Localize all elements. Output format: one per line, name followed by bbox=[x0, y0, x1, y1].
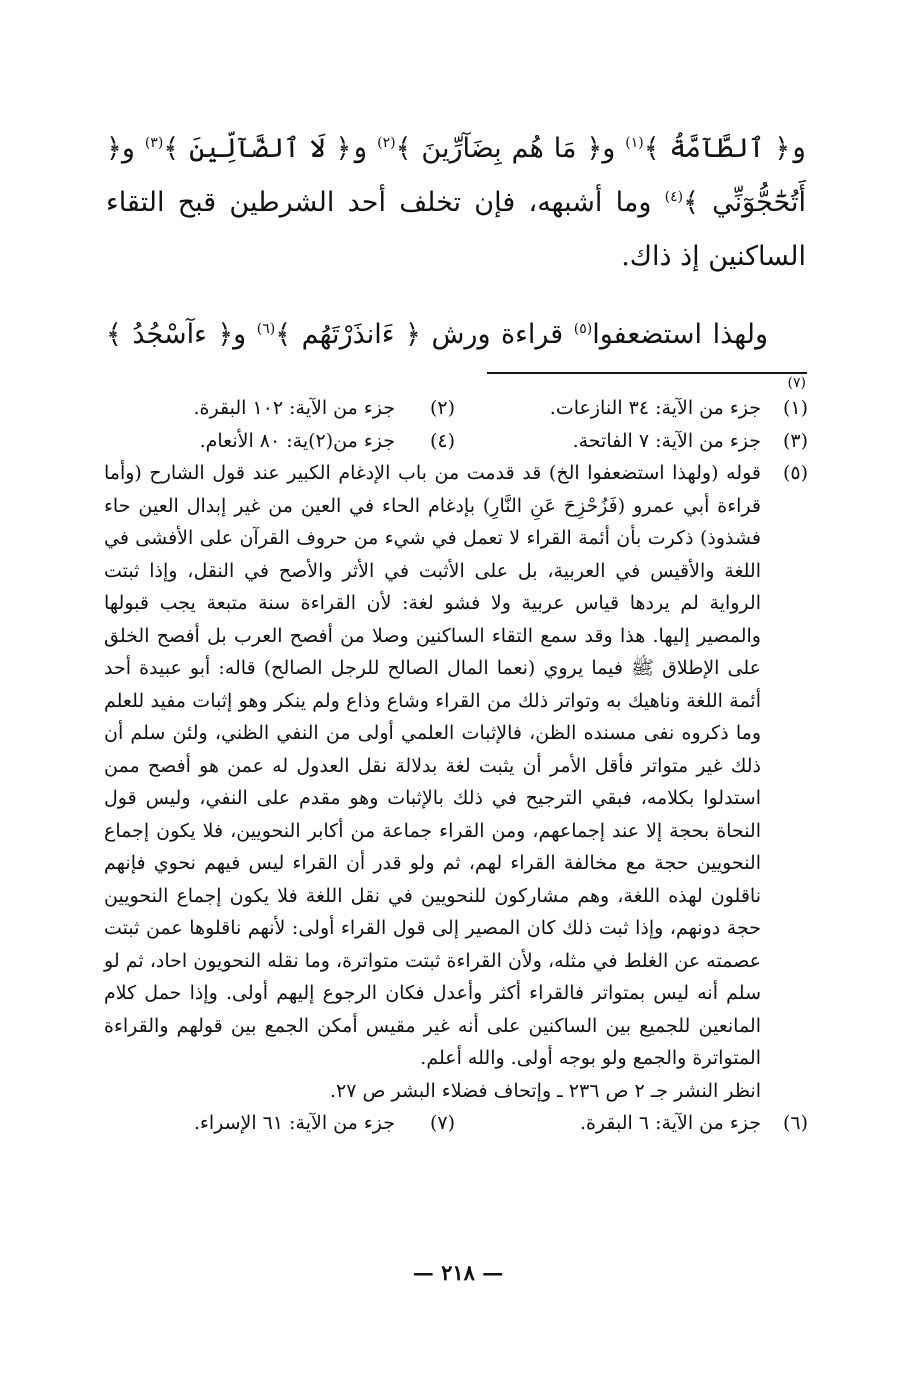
page-number: — ٢١٨ — bbox=[412, 1260, 504, 1285]
footnote-ref: (٧) bbox=[787, 375, 806, 391]
footnote-text: قوله (ولهذا استضعفوا الخ) قد قدمت من باب الإدغام الكبير عند قول الشارح (وأما قراءة أبي عمرو (فَزُحْزِحَ عَنِ النَّارِ) بإدغام الحاء في العين من غير إبدال العين حاء فشذوذ) ذكرت بأن أئمة القراء لا تعمل في شيء من حروف القرآن على الأفشى في اللغة والأقيس في العربية، بل على الأثبت في الأثر والأصح في النقل، وإذا ثبتت الرواية لم يردها قياس عربية ولا فشو لغة: لأن القراءة سنة متبعة يجب قبولها والمصير إليها. هذا وقد سمع التقاء الساكنين وصلا من أفصح العرب بل أفصح الخلق على الإطلاق ﷺ فيما يروي (نعما المال الصالح للرجل الصالح) قاله: أبو عبيدة أحد أئمة اللغة وناهيك به وتواتر ذلك من القراء وشاع وذاع ولم ينكر وهو إثبات مفيد للعلم وما ذكروه نفى مسنده الظن، فالإثبات العلمي أولى من النفي الظني، ولئن سلم أن ذلك غير متواتر فأقل الأمر أن يثبت لغة بدلالة نقل العدول له عمن هو أفصح ممن استدلوا بكلامه، فبقي الترجيح في ذلك بالإثبات وهو مقدم على النفي، وليس قول النحاة بحجة إلا عند إجماعهم، ومن القراء جماعة من أكابر النحويين، فلا يكون إجماع النحويين حجة مع مخالفة القراء لهم، ثم ولو قدر أن القراء ليس فيهم نحوي فإنهم ناقلون لهذه اللغة، وهم مشاركون للنحويين في نقل اللغة فلا يكون إجماع النحويين حجة دونهم، وإذا ثبت ذلك كان المصير إلى قول القراء أولى: لأنهم ناقلوها عمن ثبتت عصمته عن الغلط في مثله، ولأن القراءة ثبتت متواترة، وما نقله النحويون احاد، ثم لو سلم أنه ليس بمتواتر فالقراء أكثر وأعدل فكان الرجوع إليهم أولى. وإذا حمل كلام المانعين للجميع بين الساكنين على أنه غير مقيس أمكن الجمع بين قولهم والقراءة المتواترة والجمع ولو بوجه أولى. والله أعلم. bbox=[104, 462, 761, 1069]
footnote-reference: انظر النشر جـ ٢ ص ٢٣٦ ـ وإتحاف فضلاء البشر ص ٢٧. bbox=[329, 1079, 761, 1102]
footnote-number: (٣) bbox=[782, 429, 808, 452]
footnote-row bbox=[104, 425, 761, 458]
text-span: و﴿ لَا ٱلضَّآلِّينَ ﴾ bbox=[163, 133, 378, 164]
footnote-text: جزء من الآية: ٧ الفاتحة. bbox=[572, 429, 761, 452]
text-span: ولهذا استضعفوا bbox=[592, 319, 768, 350]
footnote-ref: (٤) bbox=[664, 189, 684, 205]
footnote-text: جزء من الآية: ٦ البقرة. bbox=[579, 1112, 761, 1134]
footnote-row bbox=[104, 1107, 761, 1140]
footnote-3-4 bbox=[104, 425, 808, 458]
footnote-text: جزء من(٢)ية: ٨٠ الأنعام. bbox=[199, 429, 395, 452]
footnote-5 bbox=[104, 457, 808, 1107]
footnote-row bbox=[104, 392, 761, 425]
footnote-6-7 bbox=[104, 1107, 808, 1140]
text-span: و﴿ مَا هُم بِضَآرِّينَ ﴾ bbox=[395, 133, 626, 164]
footnote-number: (٧) bbox=[429, 1112, 455, 1134]
main-paragraph-1 bbox=[106, 122, 806, 284]
footnotes bbox=[104, 392, 808, 1140]
footnote-ref: (٣) bbox=[144, 135, 164, 151]
footnote-separator bbox=[487, 372, 807, 374]
footnote-1-2 bbox=[104, 392, 808, 425]
footnote-ref: (٢) bbox=[377, 135, 396, 151]
text-span: وما أشبهه، فإن تخلف أحد الشرطين قبح التقاء الساكنين إذ ذاك. bbox=[106, 187, 806, 272]
text-span: قراءة ورش ﴿ ءَانذَرْتَهُم ﴾ bbox=[275, 319, 574, 350]
footnote-ref: (١) bbox=[625, 135, 644, 151]
footnote-number: (١) bbox=[782, 397, 808, 419]
footnote-text: جزء من الآية: ١٠٢ البقرة. bbox=[193, 397, 395, 419]
text-span: و﴿ أَتُحَٰٓجُّوٓنِّي ﴾ bbox=[106, 133, 807, 218]
text-span: و﴿ ءآسْجُدُ ﴾ bbox=[106, 319, 257, 350]
footnote-number: (٤) bbox=[429, 429, 455, 452]
footnote-text: جزء من الآية: ٦١ الإسراء. bbox=[193, 1112, 395, 1134]
footnote-number: (٦) bbox=[782, 1112, 808, 1134]
footnote-ref: (٦) bbox=[256, 321, 276, 337]
footnote-ref: (٥) bbox=[573, 321, 593, 337]
text-span: و﴿ ٱلطَّآمَّةُ ﴾ bbox=[643, 133, 806, 164]
footnote-number: (٢) bbox=[429, 397, 455, 419]
footnote-text: جزء من الآية: ٣٤ النازعات. bbox=[549, 397, 761, 419]
footnote-number: (٥) bbox=[782, 462, 808, 484]
